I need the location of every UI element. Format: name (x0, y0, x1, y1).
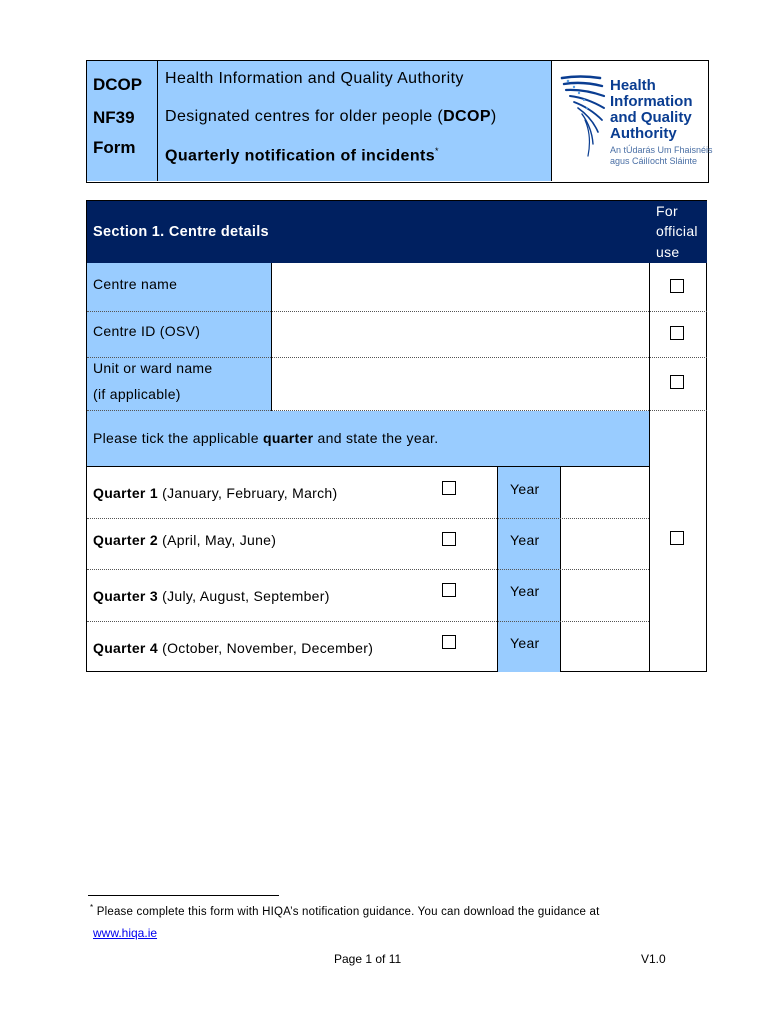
quarter-prompt (93, 430, 438, 446)
centre-name-label: Centre name (93, 276, 178, 292)
unit-name-input[interactable] (272, 358, 648, 409)
footnote-mark: * (90, 903, 94, 912)
quarter-3-year-input[interactable] (561, 570, 648, 620)
title-footnote-mark: * (435, 146, 439, 156)
centre-id-official-checkbox[interactable] (670, 326, 684, 340)
logo-irish1: An tÚdarás Um Fhaisnéis (610, 145, 713, 155)
centre-name-official-checkbox[interactable] (670, 279, 684, 293)
hiqa-logo-icon (560, 72, 610, 162)
quarter-4-checkbox[interactable] (442, 635, 456, 649)
version-label: V1.0 (641, 952, 666, 966)
logo-line2: Information (610, 93, 693, 110)
quarter-2-name: Quarter 2 (93, 532, 158, 548)
form-subtitle (165, 108, 497, 126)
logo-irish2: agus Cáilíocht Sláinte (610, 156, 698, 166)
quarter-prompt-suffix: and state the year. (313, 430, 439, 446)
subtitle-prefix: Designated centres for older people ( (165, 108, 444, 125)
official-use-line1: For (656, 203, 678, 219)
quarter-2-year-label: Year (510, 532, 540, 548)
quarter-4-label (93, 640, 373, 656)
quarter-2-months: (April, May, June) (162, 532, 277, 548)
quarter-3-checkbox[interactable] (442, 583, 456, 597)
form-code-line1: DCOP (93, 75, 143, 94)
quarter-4-name: Quarter 4 (93, 640, 158, 656)
subtitle-suffix: ) (490, 108, 497, 125)
official-use-line3: use (656, 244, 680, 260)
footnote-divider (88, 895, 279, 896)
form-code-line2: NF39 (93, 108, 135, 127)
quarter-3-name: Quarter 3 (93, 588, 158, 604)
quarter-1-label (93, 485, 337, 501)
quarter-2-year-input[interactable] (561, 519, 648, 568)
logo-line3: and Quality (610, 109, 692, 126)
quarter-1-year-label: Year (510, 481, 540, 497)
logo-line1: Health (610, 77, 656, 94)
quarter-1-checkbox[interactable] (442, 481, 456, 495)
quarter-3-year-label: Year (510, 583, 540, 599)
subtitle-bold: DCOP (443, 108, 491, 125)
footnote-body: Please complete this form with HIQA’s notification guidance. You can download the guidance at (96, 905, 600, 918)
centre-name-input[interactable] (272, 264, 648, 310)
footnote-text (90, 903, 600, 918)
form-title-text: Quarterly notification of incidents (165, 147, 436, 165)
centre-id-label: Centre ID (OSV) (93, 323, 201, 339)
official-use-line2: official (656, 223, 698, 239)
unit-name-label-line2: (if applicable) (93, 386, 181, 402)
unit-name-label-line1: Unit or ward name (93, 360, 213, 376)
org-name: Health Information and Quality Authority (165, 70, 464, 87)
quarter-4-year-input[interactable] (561, 622, 648, 671)
logo-line4: Authority (610, 125, 677, 142)
section1-title: Section 1. Centre details (93, 224, 269, 240)
unit-name-official-checkbox[interactable] (670, 375, 684, 389)
quarter-4-year-label: Year (510, 635, 540, 651)
hiqa-website-link[interactable]: www.hiqa.ie (93, 926, 158, 940)
quarter-1-months: (January, February, March) (162, 485, 338, 501)
quarter-prompt-bold: quarter (262, 430, 314, 446)
quarter-2-label (93, 532, 276, 548)
quarter-official-checkbox[interactable] (670, 531, 684, 545)
quarter-4-months: (October, November, December) (162, 640, 374, 656)
quarter-2-checkbox[interactable] (442, 532, 456, 546)
quarter-1-name: Quarter 1 (93, 485, 158, 501)
quarter-3-months: (July, August, September) (162, 588, 330, 604)
quarter-prompt-prefix: Please tick the applicable (93, 430, 263, 446)
centre-id-input[interactable] (272, 312, 648, 356)
form-title (165, 146, 439, 165)
form-code-line3: Form (93, 138, 136, 157)
quarter-3-label (93, 588, 330, 604)
quarter-1-year-input[interactable] (561, 467, 648, 517)
page-number: Page 1 of 11 (334, 952, 402, 966)
